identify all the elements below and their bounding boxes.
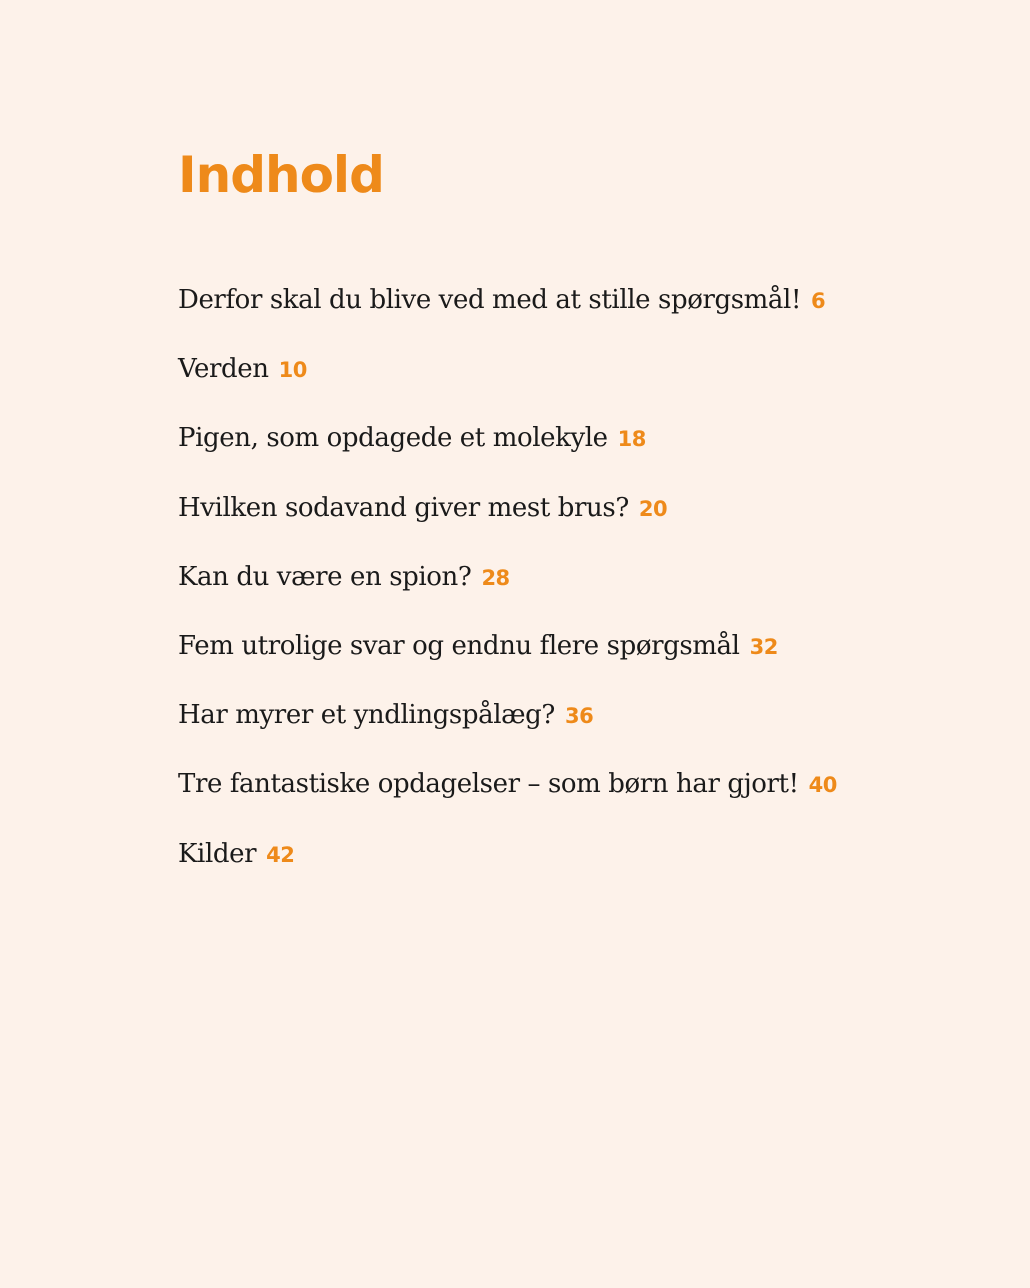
toc-entry: [178, 349, 978, 418]
toc-entry-title: Pigen, som opdagede et molekyle: [178, 423, 608, 454]
toc-entry-title: Kan du være en spion?: [178, 561, 472, 592]
toc-entry-page-number: 32: [749, 634, 778, 659]
toc-entry: [178, 557, 978, 626]
toc-entry-page-number: 40: [808, 773, 837, 798]
toc-entry-title: Verden: [178, 354, 269, 385]
toc-entry: [178, 626, 978, 695]
toc-entry: [178, 280, 978, 349]
toc-entry-page-number: 20: [638, 496, 668, 521]
toc-entry-title: Hvilken sodavand giver mest brus?: [178, 492, 629, 523]
toc-entry-page-number: 42: [266, 842, 295, 867]
toc-list: [178, 280, 978, 903]
page-title: Indhold: [178, 146, 384, 204]
toc-entry: [178, 764, 978, 833]
toc-entry: [178, 488, 978, 557]
toc-entry-page-number: 18: [617, 427, 646, 452]
toc-entry: [178, 834, 978, 903]
toc-entry-page-number: 36: [564, 704, 594, 729]
toc-entry: [178, 695, 978, 764]
toc-entry: [178, 418, 978, 487]
toc-entry-title: Derfor skal du blive ved med at stille spørgsmål!: [178, 285, 801, 315]
toc-entry-page-number: 28: [481, 565, 510, 590]
toc-entry-title: Fem utrolige svar og endnu flere spørgsmål: [178, 630, 740, 661]
toc-entry-page-number: 10: [278, 358, 307, 383]
toc-entry-title: Har myrer et yndlingspålæg?: [178, 700, 555, 731]
toc-entry-title: Kilder: [178, 838, 257, 869]
toc-entry-page-number: 6: [811, 289, 826, 313]
toc-entry-title: Tre fantastiske opdagelser – som børn har gjort!: [178, 769, 799, 800]
